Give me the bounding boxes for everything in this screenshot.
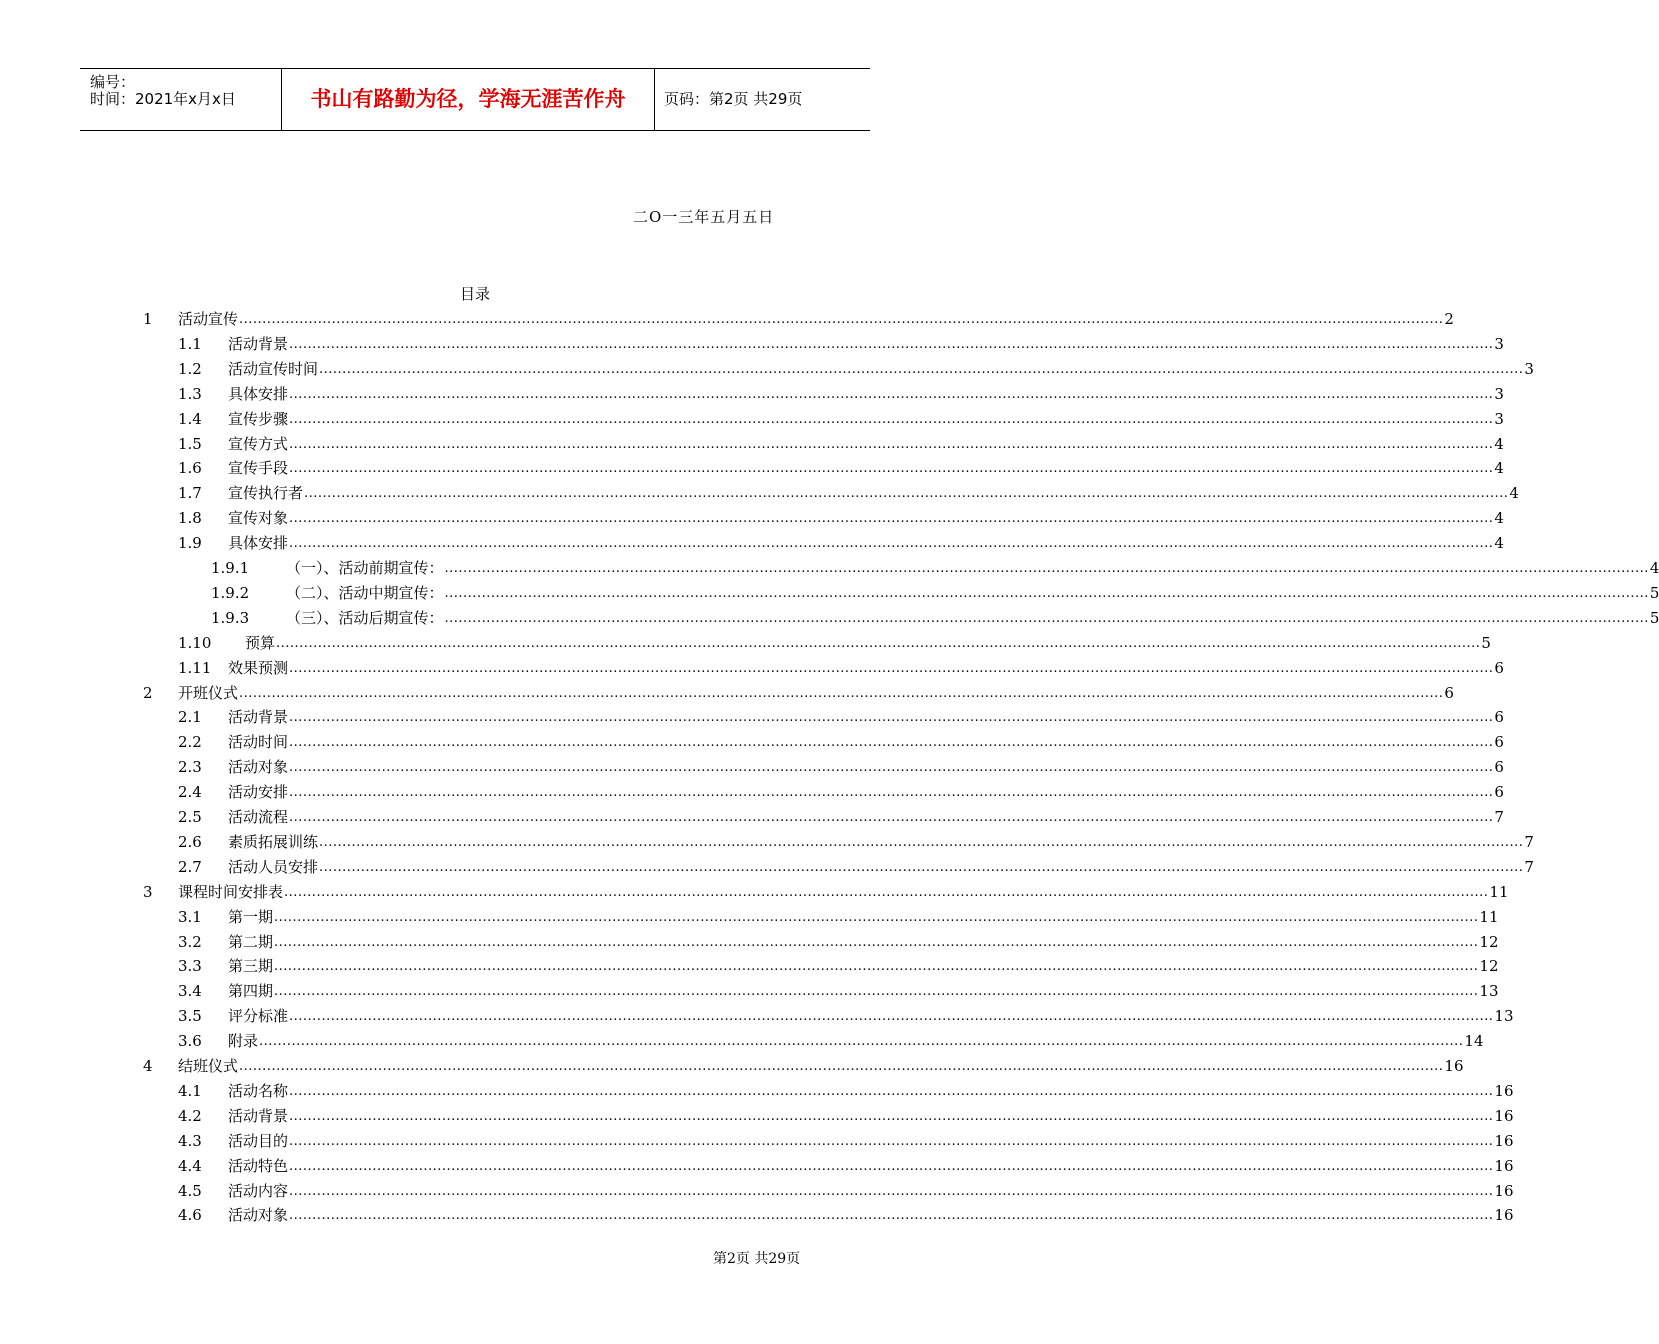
toc-leader-dots: .................................................................................................................................................................................................................................................................... bbox=[304, 486, 1509, 502]
toc-entry-line bbox=[228, 956, 1499, 976]
toc-entry-title: 预算 bbox=[245, 633, 276, 652]
header-page-label: 页码：第2页 共29页 bbox=[664, 90, 803, 108]
toc-entry-number: 2.6 bbox=[178, 832, 202, 851]
toc-entry-number: 3.3 bbox=[178, 957, 202, 976]
toc-entry-number: 1.3 bbox=[178, 384, 202, 403]
toc-entry-title: （三）、活动后期宣传： bbox=[286, 608, 444, 627]
toc-entry-number: 3.5 bbox=[178, 1007, 202, 1026]
toc-entry-page: 16 bbox=[1494, 1181, 1514, 1200]
toc-entry[interactable] bbox=[211, 604, 1659, 628]
toc-entry-number: 2.7 bbox=[178, 857, 202, 876]
toc-entry-line bbox=[228, 1106, 1514, 1126]
toc-leader-dots: .................................................................................................................................................................................................................................................................... bbox=[284, 884, 1489, 900]
toc-entry[interactable] bbox=[178, 1127, 1514, 1151]
toc-entry-title: 活动特色 bbox=[228, 1156, 289, 1175]
toc-entry-title: 评分标准 bbox=[228, 1007, 289, 1026]
toc-entry-line bbox=[228, 1081, 1514, 1101]
toc-leader-dots: .................................................................................................................................................................................................................................................................... bbox=[289, 386, 1494, 402]
toc-entry-line bbox=[228, 384, 1504, 404]
toc-entry-line bbox=[228, 1181, 1514, 1201]
toc-entry-page: 16 bbox=[1494, 1156, 1514, 1175]
toc-entry-line bbox=[228, 334, 1504, 354]
toc-entry-number: 4 bbox=[143, 1057, 153, 1075]
toc-entry-number: 1.6 bbox=[178, 459, 202, 478]
toc-entry-title: 宣传方式 bbox=[228, 434, 289, 453]
toc-leader-dots: .................................................................................................................................................................................................................................................................... bbox=[444, 610, 1649, 626]
header-info-cell bbox=[80, 69, 282, 130]
toc-entry-page: 6 bbox=[1444, 683, 1454, 702]
header-motto: 书山有路勤为径，学海无涯苦作舟 bbox=[282, 69, 655, 130]
toc-entry-line bbox=[228, 782, 1504, 802]
toc-leader-dots: .................................................................................................................................................................................................................................................................... bbox=[289, 1108, 1494, 1124]
toc-entry-number: 1.1 bbox=[178, 334, 202, 353]
toc-entry-page: 13 bbox=[1479, 982, 1499, 1001]
toc-entry-number: 1.9.2 bbox=[211, 583, 250, 602]
toc-entry[interactable] bbox=[211, 579, 1659, 603]
toc-entry-title: 活动背景 bbox=[228, 1106, 289, 1125]
toc-entry-number: 4.4 bbox=[178, 1156, 202, 1175]
toc-leader-dots: .................................................................................................................................................................................................................................................................... bbox=[289, 1009, 1494, 1025]
toc-entry-number: 1.8 bbox=[178, 509, 202, 528]
toc-leader-dots: .................................................................................................................................................................................................................................................................... bbox=[289, 735, 1494, 751]
toc-entry-title: 活动人员安排 bbox=[228, 857, 319, 876]
toc-entry-number: 4.6 bbox=[178, 1206, 202, 1225]
toc-entry-page: 14 bbox=[1464, 1032, 1484, 1051]
serial-label: 编号： bbox=[90, 73, 136, 91]
toc-entry-title: 宣传对象 bbox=[228, 509, 289, 528]
toc-entry-page: 7 bbox=[1524, 832, 1534, 851]
toc-entry-number: 3.2 bbox=[178, 932, 202, 951]
toc-entry-title: 效果预测 bbox=[228, 658, 289, 677]
toc-entry-number: 2.5 bbox=[178, 808, 202, 826]
toc-leader-dots: .................................................................................................................................................................................................................................................................... bbox=[319, 834, 1524, 850]
toc-leader-dots: .................................................................................................................................................................................................................................................................... bbox=[289, 710, 1494, 726]
toc-entry-line bbox=[286, 558, 1659, 578]
toc-entry-title: 宣传步骤 bbox=[228, 409, 289, 428]
toc-leader-dots: .................................................................................................................................................................................................................................................................... bbox=[276, 635, 1481, 651]
toc-entry-page: 6 bbox=[1494, 708, 1504, 727]
toc-entry[interactable] bbox=[178, 529, 1504, 553]
toc-entry-number: 2.3 bbox=[178, 758, 202, 777]
toc-leader-dots: .................................................................................................................................................................................................................................................................... bbox=[239, 312, 1444, 327]
toc-leader-dots: .................................................................................................................................................................................................................................................................... bbox=[274, 959, 1479, 975]
toc-entry[interactable] bbox=[178, 654, 1504, 678]
toc-entry-page: 16 bbox=[1494, 1206, 1514, 1225]
toc-entry-title: 第一期 bbox=[228, 907, 274, 926]
toc-entry-line bbox=[286, 608, 1659, 628]
toc-entry[interactable] bbox=[143, 679, 1454, 703]
toc-entry-title: 活动对象 bbox=[228, 758, 289, 777]
toc-entry-number: 2.4 bbox=[178, 783, 202, 802]
toc-leader-dots: .................................................................................................................................................................................................................................................................... bbox=[289, 1158, 1494, 1174]
toc-entry-title: 具体安排 bbox=[228, 384, 289, 403]
toc-entry[interactable] bbox=[143, 878, 1509, 902]
toc-entry-number: 1 bbox=[143, 310, 153, 328]
toc-entry-number: 3.1 bbox=[178, 907, 202, 926]
toc-entry-number: 2.2 bbox=[178, 733, 202, 752]
toc-entry-title: 活动内容 bbox=[228, 1181, 289, 1200]
toc-entry[interactable] bbox=[178, 753, 1504, 777]
toc-entry-line bbox=[228, 757, 1504, 777]
toc-entry-page: 6 bbox=[1494, 783, 1504, 802]
toc-entry-line bbox=[228, 409, 1504, 429]
toc-entry-line bbox=[228, 732, 1504, 752]
toc-entry-number: 4.2 bbox=[178, 1106, 202, 1125]
toc-entry-number: 1.10 bbox=[178, 633, 212, 652]
toc-entry-line bbox=[228, 1006, 1514, 1026]
toc-entry-line bbox=[228, 707, 1504, 727]
toc-entry-title: 活动安排 bbox=[228, 783, 289, 802]
toc-entry-page: 5 bbox=[1649, 608, 1659, 627]
toc-entry[interactable] bbox=[178, 1102, 1514, 1126]
toc-entry-number: 1.9.1 bbox=[211, 559, 250, 577]
toc-leader-dots: .................................................................................................................................................................................................................................................................... bbox=[289, 1133, 1494, 1149]
toc-entry-line bbox=[228, 434, 1504, 454]
toc-entry[interactable] bbox=[178, 1077, 1514, 1101]
toc-entry-page: 16 bbox=[1444, 1057, 1464, 1075]
toc-entry[interactable] bbox=[178, 778, 1504, 802]
toc-entry-page: 12 bbox=[1479, 957, 1499, 976]
toc-entry-page: 11 bbox=[1479, 907, 1499, 926]
toc-entry[interactable] bbox=[178, 703, 1504, 727]
toc-entry-number: 1.5 bbox=[178, 434, 202, 453]
toc-entry[interactable] bbox=[178, 454, 1504, 478]
toc-entry-line bbox=[228, 1205, 1514, 1225]
toc-entry-title: 活动目的 bbox=[228, 1131, 289, 1150]
toc-entry-title: 第三期 bbox=[228, 957, 274, 976]
toc-entry-page: 16 bbox=[1494, 1106, 1514, 1125]
toc-leader-dots: .................................................................................................................................................................................................................................................................... bbox=[319, 859, 1524, 875]
toc-leader-dots: .................................................................................................................................................................................................................................................................... bbox=[289, 436, 1494, 452]
toc-entry-title: 活动流程 bbox=[228, 808, 289, 826]
toc-title: 目录 bbox=[459, 285, 490, 303]
toc-entry[interactable] bbox=[178, 430, 1504, 454]
toc-entry[interactable] bbox=[178, 977, 1499, 1001]
toc-entry[interactable] bbox=[178, 380, 1504, 404]
toc-entry-page: 4 bbox=[1494, 434, 1504, 453]
toc-entry[interactable] bbox=[178, 1152, 1514, 1176]
toc-entry-line bbox=[228, 807, 1504, 827]
toc-entry-title: 宣传执行者 bbox=[228, 484, 304, 503]
toc-leader-dots: .................................................................................................................................................................................................................................................................... bbox=[289, 1208, 1494, 1224]
toc-entry-page: 3 bbox=[1494, 334, 1504, 353]
toc-leader-dots: .................................................................................................................................................................................................................................................................... bbox=[289, 1183, 1494, 1199]
document-header bbox=[80, 68, 870, 131]
toc-entry[interactable] bbox=[178, 952, 1499, 976]
toc-entry-page: 16 bbox=[1494, 1131, 1514, 1150]
toc-entry-title: 活动宣传时间 bbox=[228, 359, 319, 378]
toc-leader-dots: .................................................................................................................................................................................................................................................................... bbox=[274, 984, 1479, 1000]
toc-entry-number: 4.5 bbox=[178, 1181, 202, 1200]
toc-leader-dots: .................................................................................................................................................................................................................................................................... bbox=[289, 461, 1494, 477]
toc-entry-line bbox=[228, 458, 1504, 478]
toc-entry-page: 6 bbox=[1494, 758, 1504, 777]
toc-entry[interactable] bbox=[178, 629, 1491, 653]
toc-entry[interactable] bbox=[178, 1002, 1514, 1026]
page-footer: 第2页 共29页 bbox=[713, 1251, 801, 1267]
toc-entry[interactable] bbox=[178, 405, 1504, 429]
toc-entry[interactable] bbox=[178, 803, 1504, 827]
toc-entry-number: 2.1 bbox=[178, 708, 202, 727]
toc-entry-page: 4 bbox=[1494, 459, 1504, 478]
toc-entry-line bbox=[228, 832, 1534, 852]
time-label: 时间：2021年x月x日 bbox=[90, 90, 236, 108]
toc-entry[interactable] bbox=[178, 504, 1504, 528]
toc-leader-dots: .................................................................................................................................................................................................................................................................... bbox=[239, 685, 1444, 701]
toc-entry[interactable] bbox=[143, 305, 1454, 329]
toc-entry-page: 4 bbox=[1649, 559, 1659, 577]
toc-entry-page: 4 bbox=[1509, 484, 1519, 503]
toc-entry-title: 活动名称 bbox=[228, 1081, 289, 1100]
toc-entry-title: 课程时间安排表 bbox=[178, 882, 284, 901]
toc-leader-dots: .................................................................................................................................................................................................................................................................... bbox=[319, 361, 1524, 377]
toc-entry[interactable] bbox=[178, 1027, 1484, 1051]
toc-entry-number: 3 bbox=[143, 882, 153, 901]
toc-entry[interactable] bbox=[178, 928, 1499, 952]
toc-leader-dots: .................................................................................................................................................................................................................................................................... bbox=[289, 760, 1494, 776]
toc-entry-number: 1.7 bbox=[178, 484, 202, 503]
toc-entry-title: 活动宣传 bbox=[178, 310, 239, 328]
toc-entry-page: 5 bbox=[1649, 583, 1659, 602]
toc-entry-page: 4 bbox=[1494, 534, 1504, 553]
toc-entry-line bbox=[178, 309, 1454, 329]
toc-entry-line bbox=[228, 508, 1504, 528]
toc-entry-page: 7 bbox=[1524, 857, 1534, 876]
toc-entry[interactable] bbox=[178, 728, 1504, 752]
toc-entry-line bbox=[228, 359, 1534, 379]
toc-entry-line bbox=[228, 857, 1534, 877]
toc-leader-dots: .................................................................................................................................................................................................................................................................... bbox=[239, 1059, 1444, 1074]
toc-entry[interactable] bbox=[178, 903, 1499, 927]
toc-entry-page: 3 bbox=[1494, 409, 1504, 428]
toc-entry-line bbox=[178, 1056, 1464, 1076]
toc-leader-dots: .................................................................................................................................................................................................................................................................... bbox=[444, 561, 1649, 576]
toc-entry-page: 13 bbox=[1494, 1007, 1514, 1026]
toc-entry[interactable] bbox=[211, 554, 1659, 578]
toc-entry-line bbox=[228, 907, 1499, 927]
toc-leader-dots: .................................................................................................................................................................................................................................................................... bbox=[289, 411, 1494, 427]
toc-entry-title: 活动背景 bbox=[228, 708, 289, 727]
toc-entry-line bbox=[228, 1131, 1514, 1151]
toc-entry-line bbox=[228, 483, 1519, 503]
toc-leader-dots: .................................................................................................................................................................................................................................................................... bbox=[274, 909, 1479, 925]
toc-entry-page: 3 bbox=[1524, 359, 1534, 378]
toc-entry-title: 活动背景 bbox=[228, 334, 289, 353]
toc-entry-page: 5 bbox=[1481, 633, 1491, 652]
toc-entry-line bbox=[245, 633, 1491, 653]
toc-entry[interactable] bbox=[178, 355, 1534, 379]
toc-entry[interactable] bbox=[178, 828, 1534, 852]
toc-entry-page: 6 bbox=[1494, 733, 1504, 752]
toc-entry-line bbox=[286, 583, 1659, 603]
toc-entry-page: 6 bbox=[1494, 658, 1504, 677]
toc-entry-title: 附录 bbox=[228, 1032, 259, 1051]
toc-entry-number: 4.3 bbox=[178, 1131, 202, 1150]
toc-leader-dots: .................................................................................................................................................................................................................................................................... bbox=[274, 934, 1479, 950]
toc-entry-line bbox=[228, 1156, 1514, 1176]
toc-entry-line bbox=[228, 932, 1499, 952]
toc-entry-number: 3.6 bbox=[178, 1032, 202, 1051]
toc-leader-dots: .................................................................................................................................................................................................................................................................... bbox=[444, 585, 1649, 601]
toc-leader-dots: .................................................................................................................................................................................................................................................................... bbox=[289, 336, 1494, 352]
toc-entry-title: 第四期 bbox=[228, 982, 274, 1001]
toc-entry-title: 宣传手段 bbox=[228, 459, 289, 478]
toc-entry-title: 第二期 bbox=[228, 932, 274, 951]
toc-entry-page: 4 bbox=[1494, 509, 1504, 528]
toc-entry-page: 11 bbox=[1489, 882, 1509, 901]
toc-entry-title: 活动时间 bbox=[228, 733, 289, 752]
toc-entry-line bbox=[228, 658, 1504, 678]
toc-leader-dots: .................................................................................................................................................................................................................................................................... bbox=[289, 660, 1494, 676]
toc-entry-number: 1.9.3 bbox=[211, 608, 250, 627]
document-date: 二O一三年五月五日 bbox=[633, 208, 775, 226]
toc-entry-page: 16 bbox=[1494, 1081, 1514, 1100]
toc-leader-dots: .................................................................................................................................................................................................................................................................... bbox=[289, 536, 1494, 552]
toc-entry-line bbox=[228, 981, 1499, 1001]
toc-entry-number: 2 bbox=[143, 683, 153, 702]
toc-entry-title: 具体安排 bbox=[228, 534, 289, 553]
toc-leader-dots: .................................................................................................................................................................................................................................................................... bbox=[289, 810, 1494, 825]
toc-entry-number: 1.9 bbox=[178, 534, 202, 553]
toc-entry-page: 12 bbox=[1479, 932, 1499, 951]
toc-leader-dots: .................................................................................................................................................................................................................................................................... bbox=[259, 1034, 1464, 1050]
toc-entry-title: （二）、活动中期宣传： bbox=[286, 583, 444, 602]
toc-entry[interactable] bbox=[143, 1052, 1464, 1076]
toc-leader-dots: .................................................................................................................................................................................................................................................................... bbox=[289, 511, 1494, 527]
toc-entry-line bbox=[178, 882, 1509, 902]
toc-entry-number: 1.11 bbox=[178, 658, 212, 677]
toc-entry-line bbox=[228, 533, 1504, 553]
toc-leader-dots: .................................................................................................................................................................................................................................................................... bbox=[289, 785, 1494, 801]
toc-entry-page: 2 bbox=[1444, 310, 1454, 328]
toc-entry[interactable] bbox=[178, 479, 1519, 503]
toc-entry[interactable] bbox=[178, 853, 1534, 877]
toc-entry-title: （一）、活动前期宣传： bbox=[286, 559, 444, 577]
toc-entry-page: 7 bbox=[1494, 808, 1504, 826]
toc-entry[interactable] bbox=[178, 1177, 1514, 1201]
toc-entry-page: 3 bbox=[1494, 384, 1504, 403]
toc-entry-line bbox=[228, 1031, 1484, 1051]
toc-entry-title: 结班仪式 bbox=[178, 1057, 239, 1075]
toc-entry-title: 活动对象 bbox=[228, 1206, 289, 1225]
toc-entry-number: 1.4 bbox=[178, 409, 202, 428]
toc-entry-number: 4.1 bbox=[178, 1081, 202, 1100]
toc-leader-dots: .................................................................................................................................................................................................................................................................... bbox=[289, 1083, 1494, 1099]
toc-entry-title: 素质拓展训练 bbox=[228, 832, 319, 851]
toc-entry-number: 3.4 bbox=[178, 982, 202, 1001]
toc-entry[interactable] bbox=[178, 330, 1504, 354]
toc-entry[interactable] bbox=[178, 1201, 1514, 1225]
toc-entry-title: 开班仪式 bbox=[178, 683, 239, 702]
toc-entry-number: 1.2 bbox=[178, 359, 202, 378]
toc-entry-line bbox=[178, 683, 1454, 703]
